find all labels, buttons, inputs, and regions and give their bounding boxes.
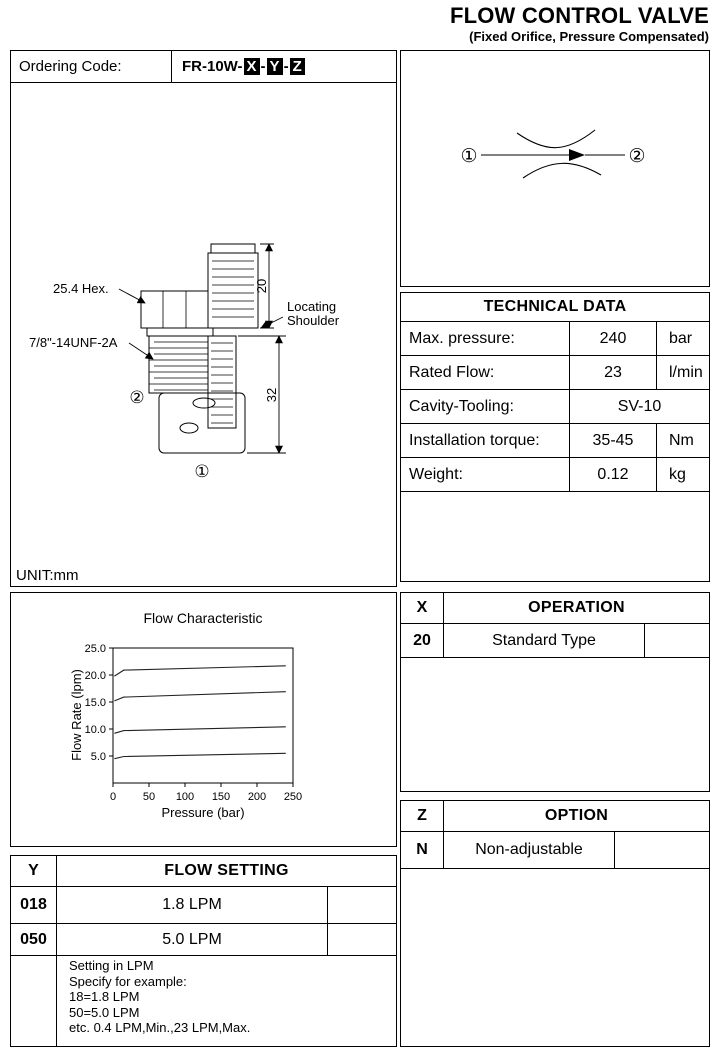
flow-setting-col-header: Y [11, 856, 57, 886]
flow-setting-empty-cell [328, 924, 396, 955]
td-label-max-pressure: Max. pressure: [409, 329, 515, 347]
td-label-cavity: Cavity-Tooling: [409, 397, 514, 415]
td-value-cavity: SV-10 [569, 390, 709, 423]
td-value-torque: 35-45 [569, 424, 656, 457]
code-y: Y [267, 58, 283, 75]
dim-20-label: 20 [254, 278, 269, 294]
valve-cross-section-drawing [11, 81, 394, 584]
hydraulic-symbol-box [400, 50, 710, 287]
td-label-weight: Weight: [409, 465, 463, 483]
orifice-symbol [481, 130, 625, 178]
flow-setting-empty-cell [328, 887, 396, 923]
operation-title: OPERATION [528, 599, 625, 616]
table-row [11, 887, 396, 924]
note-line: Setting in LPM [69, 958, 154, 973]
svg-text:5.0: 5.0 [90, 751, 106, 763]
svg-text:50: 50 [142, 791, 156, 803]
table-row [11, 924, 396, 956]
symbol-port-2-label: ② [628, 146, 646, 167]
table-row [401, 322, 709, 356]
svg-text:20.0: 20.0 [84, 670, 106, 682]
svg-text:0: 0 [109, 791, 117, 803]
operation-table-header [401, 593, 709, 624]
drawing-port-2-label: ② [129, 388, 145, 407]
flow-setting-header [11, 856, 396, 887]
operation-col-header: X [401, 593, 444, 623]
note-line: 50=5.0 LPM [69, 1004, 140, 1020]
chart-xlabel: Pressure (bar) [161, 805, 245, 820]
symbol-port-1-label: ① [460, 146, 478, 167]
drawing-port-1-label: ① [194, 462, 210, 481]
option-col-header: Z [401, 801, 444, 831]
flow-setting-title: FLOW SETTING [164, 862, 289, 879]
svg-text:10.0: 10.0 [84, 724, 106, 736]
flow-characteristic-chart-box [10, 592, 397, 847]
chart-title: Flow Characteristic [143, 610, 263, 626]
note-line: etc. 0.4 LPM,Min.,23 LPM,Max. [69, 1020, 251, 1035]
chart-ylabel: Flow Rate (lpm) [69, 669, 84, 761]
code-dash-1: - [260, 58, 266, 75]
valve-body-outline [141, 244, 258, 453]
svg-text:150: 150 [211, 791, 231, 803]
note-line: 18=1.8 LPM [69, 989, 140, 1004]
table-row [401, 356, 709, 390]
flow-arrow-icon [569, 149, 585, 161]
svg-text:200: 200 [247, 791, 267, 803]
flow-setting-label-050: 5.0 LPM [57, 924, 328, 955]
locating-shoulder-label-line1: Locating [287, 299, 337, 314]
td-label-rated-flow: Rated Flow: [409, 363, 495, 381]
page-title: FLOW CONTROL VALVE [449, 3, 709, 28]
flow-setting-label-018: 1.8 LPM [57, 887, 328, 923]
thread-spec-label: 7/8"-14UNF-2A [29, 335, 118, 350]
code-x: X [244, 58, 260, 75]
operation-code: 20 [401, 624, 444, 657]
technical-data-title: TECHNICAL DATA [401, 293, 709, 322]
option-label: Non-adjustable [444, 832, 615, 868]
note-line: Specify for example: [69, 973, 187, 989]
table-row [401, 832, 709, 869]
hydraulic-symbol [401, 51, 707, 284]
hex-size-label: 25.4 Hex. [53, 281, 109, 296]
svg-text:250: 250 [283, 791, 303, 803]
ordering-code-value [172, 51, 396, 82]
option-table-box [400, 800, 710, 1047]
valve-drawing-box [10, 80, 397, 587]
td-unit-torque: Nm [656, 424, 709, 457]
page-header [250, 3, 709, 44]
technical-data-box [400, 292, 710, 582]
table-row [401, 624, 709, 658]
flow-setting-note [11, 956, 396, 1047]
td-unit-weight: kg [656, 458, 709, 491]
svg-text:100: 100 [175, 791, 195, 803]
locating-shoulder-label-line2: Shoulder [287, 313, 340, 328]
svg-text:15.0: 15.0 [84, 697, 106, 709]
table-row [401, 424, 709, 458]
option-code: N [401, 832, 444, 868]
td-value-rated-flow: 23 [569, 356, 656, 389]
page-subtitle: (Fixed Orifice, Pressure Compensated) [469, 29, 709, 44]
operation-label: Standard Type [444, 624, 645, 657]
svg-text:25.0: 25.0 [84, 643, 106, 655]
flow-setting-note-text [57, 956, 396, 1047]
td-label-torque: Installation torque: [409, 431, 540, 449]
unit-label: UNIT:mm [16, 567, 79, 584]
td-unit-rated-flow: l/min [656, 356, 709, 389]
ordering-code-label: Ordering Code: [11, 51, 172, 82]
flow-setting-code-018: 018 [11, 887, 57, 923]
code-prefix: FR-10W- [182, 58, 243, 75]
option-empty-cell [615, 832, 709, 868]
td-value-max-pressure: 240 [569, 322, 656, 355]
td-value-weight: 0.12 [569, 458, 656, 491]
ordering-code-box [10, 50, 397, 83]
flow-setting-table-box [10, 855, 397, 1047]
flow-setting-note-spacer [11, 956, 57, 1047]
dim-32-label: 32 [264, 387, 279, 403]
option-title: OPTION [544, 807, 609, 824]
flow-setting-code-050: 050 [11, 924, 57, 955]
dimension-lines [119, 244, 286, 453]
operation-empty-cell [645, 624, 709, 657]
code-dash-2: - [283, 58, 289, 75]
code-z: Z [290, 58, 305, 75]
flow-characteristic-chart [11, 593, 394, 844]
option-table-header [401, 801, 709, 832]
chart-plot-area [85, 643, 303, 803]
table-row [401, 390, 709, 424]
table-row [401, 458, 709, 492]
td-unit-max-pressure: bar [656, 322, 709, 355]
operation-table-box [400, 592, 710, 792]
